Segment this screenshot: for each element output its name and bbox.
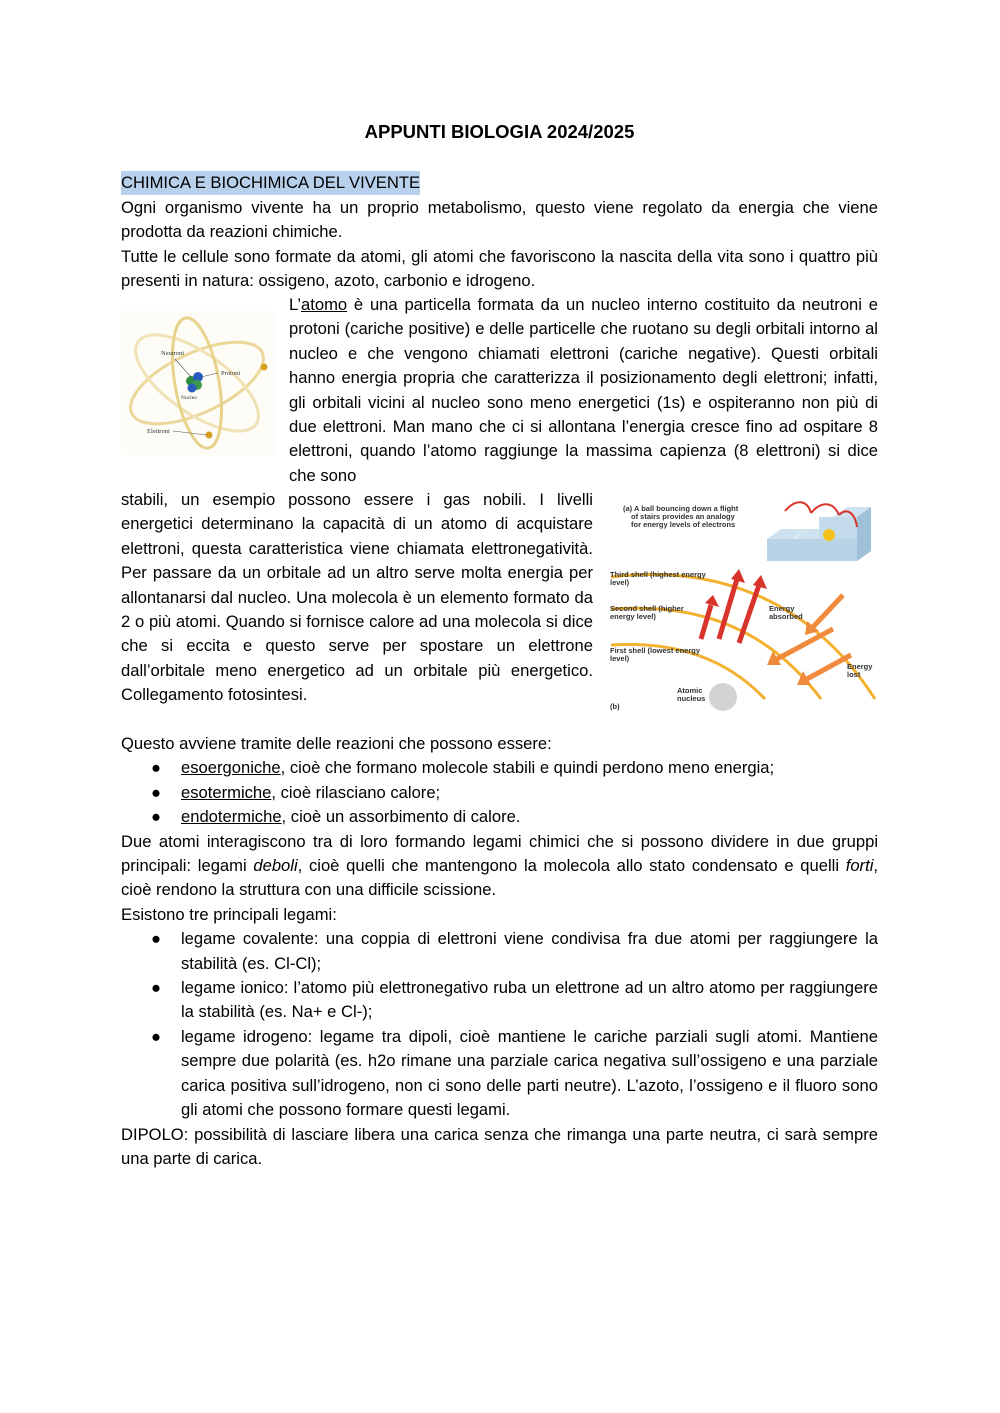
list-item: ● endotermiche, cioè un assorbimento di calore. [121, 805, 878, 829]
bullet-icon: ● [151, 978, 162, 998]
atom-illustration [121, 311, 274, 455]
list-item: ● esoergoniche, cioè che formano molecole stabili e quindi perdono meno energia; [121, 756, 878, 780]
first-shell-label: First shell (lowest energy level) [610, 646, 701, 663]
reactions-list [121, 756, 878, 829]
energy-lost-label: Energy lost [847, 662, 873, 679]
paragraph-atom-definition: L’atomo è una particella formata da un nucleo interno costituito da neutroni e protoni (cariche positive) e delle particelle che ruotano su degli orbitali intorno al nucleo e che vengono chiamati elettroni (cariche negative). Questi orbitali hanno energia propria che caratterizza il posizionamento degli elettroni; infatti, gli orbitali vicini al nucleo sono meno energetici (1s) e ospiteranno non più di due elettroni. Man mano che ci si allontana l’energia cresce fino ad ospitare 8 elettroni, quando l’atomo raggiunge la massima capienza (8 elettroni) si dice che sono [289, 295, 878, 485]
figure-label-b: (b) [610, 702, 620, 711]
bullet-icon: ● [151, 782, 162, 802]
bullet-icon: ● [151, 929, 162, 949]
atom-term: atomo [301, 295, 348, 314]
list-item: ● legame covalente: una coppia di elettroni viene condivisa fra due atomi per raggiungere la stabilità (es. Cl-Cl); [151, 929, 878, 973]
energy-levels-figure [607, 499, 878, 715]
list-item: ● legame idrogeno: legame tra dipoli, cioè mantiene le cariche parziali sugli atomi. Mantiene sempre due polarità (es. h2o rimane una parziale carica negativa sull’ossigeno e una parziale carica positiva sull’idrogeno, non ci sono delle parti neutre). L’azoto, l’ossigeno e il fluoro sono gli atomi che possono formare questi legami. [151, 1026, 878, 1120]
atomic-nucleus-label: Atomic nucleus [677, 686, 706, 703]
bullet-icon: ● [151, 807, 162, 827]
intro-block [121, 196, 878, 294]
atom-label-elettroni: Elettroni [147, 428, 170, 435]
energy-paragraph-block [121, 488, 593, 708]
section-heading: CHIMICA E BIOCHIMICA DEL VIVENTE [121, 171, 420, 195]
paragraph-bonds-intro: Esistono tre principali legami: [121, 904, 337, 924]
paragraph-dipole: DIPOLO: possibilità di lasciare libera una carica senza che rimanga una parte neutra, ci sarà sempre una parte di carica. [121, 1124, 878, 1168]
energy-levels-illustration [607, 499, 878, 715]
second-shell-label: Second shell (higher energy level) [610, 604, 684, 621]
atom-label-protoni: Protoni [221, 370, 241, 377]
paragraph-reactions-intro: Questo avviene tramite delle reazioni che possono essere: [121, 734, 552, 753]
atom-label-nucleo: Nucleo [181, 395, 197, 401]
bullet-icon: ● [151, 758, 162, 778]
energy-absorbed-label: Energy absorbed [769, 604, 803, 621]
reactions-block [121, 732, 878, 1171]
bonds-list [121, 927, 878, 1122]
paragraph-metabolism: Ogni organismo vivente ha un proprio metabolismo, questo viene regolato da energia che viene prodotta da reazioni chimiche. [121, 198, 878, 242]
paragraph-atoms: Tutte le cellule sono formate da atomi, gli atomi che favoriscono la nascita della vita sono i quattro più presenti in natura: ossigeno, azoto, carbonio e idrogeno. [121, 246, 878, 291]
list-item: ● legame ionico: l’atomo più elettronegativo ruba un elettrone ad un altro atomo per raggiungere la stabilità (es. Na+ e Cl-); [151, 978, 878, 1022]
paragraph-energy-levels: stabili, un esempio possono essere i gas nobili. I livelli energetici determinano la capacità di un atomo di acquistare elettroni, questa caratteristica viene chiamata elettronegatività. Per passare da un orbitale ad un altro serve molta energia per allontanarsi dal nucleo. Una molecola è un elemento formato da 2 o più atomi. Quando si fornisce calore ad una molecola si dice che si eccita e questo serve per spostare un elettrone dall’orbitale meno energetico ad un orbitale più energetico. Collegamento fotosintesi. [121, 490, 593, 705]
paragraph-chemical-bonds: Due atomi interagiscono tra di loro formando legami chimici che si possono dividere in due gruppi principali: legami deboli, cioè quelli che mantengono la molecola allo stato condensato e quelli forti, cioè rendono la struttura con una difficile scissione. [121, 831, 879, 900]
atom-label-neutroni: Neutroni [161, 350, 185, 357]
bullet-icon: ● [151, 1026, 162, 1046]
atom-figure [121, 311, 274, 455]
third-shell-label: Third shell (highest energy level) [610, 570, 706, 587]
figure-label-a: (a) A ball bouncing down a flight of stairs provides an analogy for energy levels of electrons [623, 504, 739, 529]
list-item: ● esotermiche, cioè rilasciano calore; [121, 781, 878, 805]
page-title: APPUNTI BIOLOGIA 2024/2025 [364, 121, 635, 142]
atom-paragraph-block [289, 293, 878, 488]
